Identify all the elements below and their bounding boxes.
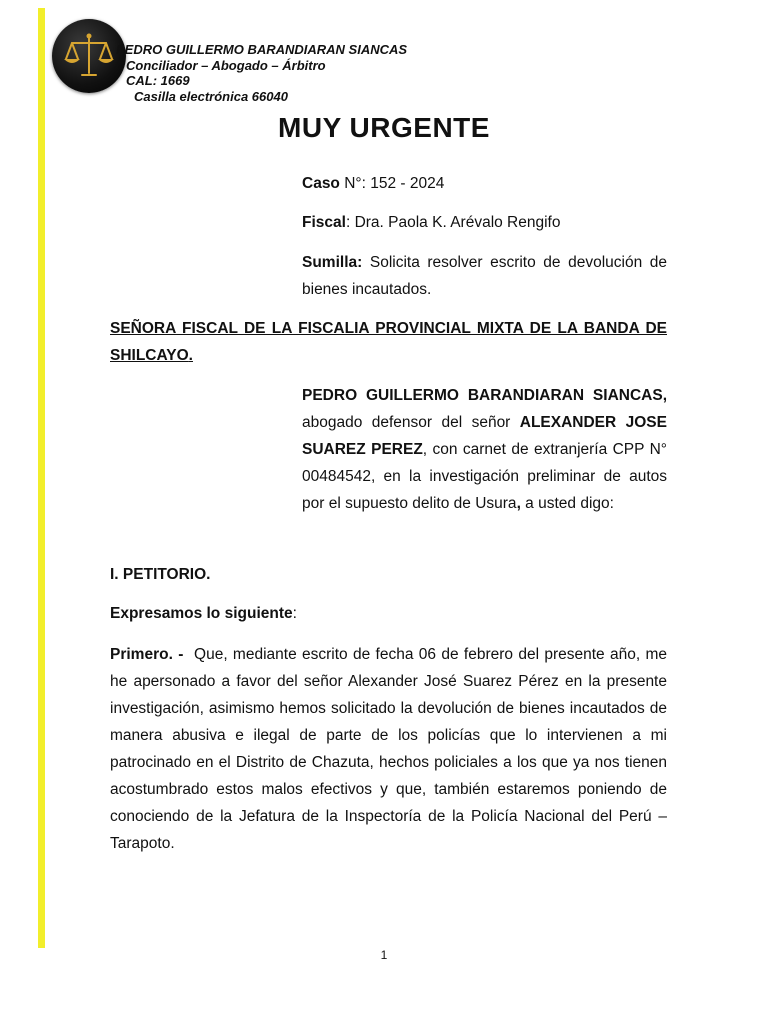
- lawyer-name: PEDRO GUILLERMO BARANDIARAN SIANCAS,: [302, 387, 667, 404]
- fiscal-line: [302, 209, 667, 236]
- scales-of-justice-logo: [52, 19, 126, 93]
- primero-label: Primero. -: [110, 646, 184, 663]
- document-title: MUY URGENTE: [278, 112, 490, 143]
- expresamos-text: Expresamos lo siguiente: [110, 605, 293, 622]
- client-name: ALEXANDER JOSE SUAREZ PEREZ: [302, 414, 667, 458]
- sumilla-value: Solicita resolver escrito de devolución de bienes incautados.: [302, 254, 667, 298]
- fiscal-value: : Dra. Paola K. Arévalo Rengifo: [345, 214, 561, 231]
- case-number: [302, 170, 667, 197]
- scales-icon: [52, 19, 126, 93]
- section-title: I. PETITORIO.: [110, 566, 211, 583]
- sumilla-label: Sumilla:: [302, 254, 363, 271]
- header-registration: CAL: 1669: [126, 73, 190, 88]
- primero-text: Que, mediante escrito de fecha 06 de febrero del presente año, me he apersonado a favor del señor Alexander José Suarez Pérez en la presente investigación, asimismo hemos solicitado la devolución de bienes incautados de manera abusiva e ilegal de parte de los policías que lo intervienen a mi patrocinado en el Distrito de Chazuta, hechos policiales a los que ya nos tienen acostumbrado estos malos efectivos y que, también estaremos poniendo de conociendo de la Jefatura de la Inspectoría de la Policía Nacional del Perú – Tarapoto.: [110, 646, 667, 852]
- case-label: Caso: [302, 175, 340, 192]
- header-name: PEDRO GUILLERMO BARANDIARAN SIANCAS: [116, 42, 408, 57]
- intro-paragraph: PEDRO GUILLERMO BARANDIARAN SIANCAS, abogado defensor del señor ALEXANDER JOSE SUAREZ PEREZ, con carnet de extranjería CPP N° 00484542, en la investigación preliminar de autos por el supuesto delito de Usura, a usted digo:: [302, 387, 667, 512]
- fiscal-label: Fiscal: [302, 214, 346, 231]
- header-mailbox: Casilla electrónica 66040: [134, 89, 288, 104]
- sumilla: [302, 249, 667, 303]
- header-role: Conciliador – Abogado – Árbitro: [126, 58, 326, 73]
- page-number: 1: [380, 948, 388, 962]
- expresamos-line: Expresamos lo siguiente:: [110, 605, 297, 622]
- addressee: SEÑORA FISCAL DE LA FISCALIA PROVINCIAL MIXTA DE LA BANDA DE SHILCAYO.: [110, 320, 667, 364]
- primero-paragraph: [110, 641, 667, 857]
- section-heading: [110, 561, 667, 588]
- intro-text-2: , con carnet de extranjería CPP N° 00484542, en la investigación preliminar de autos por el supuesto delito de Usura: [302, 441, 667, 512]
- margin-bar: [38, 8, 45, 948]
- intro-text-1: abogado defensor del señor: [302, 414, 520, 431]
- case-num-label: N°:: [344, 175, 366, 192]
- addressee-text: SEÑORA FISCAL DE LA FISCALIA PROVINCIAL MIXTA DE LA BANDA DE SHILCAYO: [110, 320, 667, 364]
- intro-text-3: a usted digo:: [520, 495, 614, 512]
- case-value: 152 - 2024: [370, 175, 445, 192]
